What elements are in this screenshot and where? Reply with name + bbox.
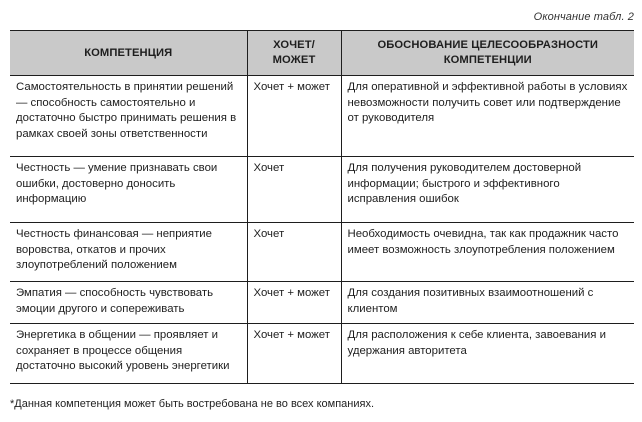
footnote: *Данная компетенция может быть востребована не во всех компаниях. (10, 398, 375, 410)
cell-competence: Энергетика в общении — проявляет и сохраняет в процессе общения достаточно высокий уровень энергетики (10, 324, 247, 384)
header-justification: ОБОСНОВАНИЕ ЦЕЛЕСООБРАЗНОСТИ КОМПЕТЕНЦИИ (341, 31, 634, 76)
cell-wants-can: Хочет + может (247, 282, 341, 324)
table-row (10, 223, 634, 282)
cell-competence: Честность финансовая — неприятие воровства, откатов и прочих злоупотреблений положением (10, 223, 247, 282)
cell-wants-can: Хочет (247, 223, 341, 282)
cell-justification: Для расположения к себе клиента, завоевания и удержания авторитета (341, 324, 634, 384)
table-row (10, 76, 634, 157)
cell-wants-can: Хочет + может (247, 76, 341, 157)
table-row (10, 157, 634, 223)
competence-table (10, 30, 634, 384)
cell-wants-can: Хочет + может (247, 324, 341, 384)
cell-justification: Для создания позитивных взаимоотношений с клиентом (341, 282, 634, 324)
header-competence: КОМПЕТЕНЦИЯ (10, 31, 247, 76)
cell-justification: Для оперативной и эффективной работы в условиях невозможности получить совет или подтверждение от руководителя (341, 76, 634, 157)
header-wants-can: ХОЧЕТ/МОЖЕТ (247, 31, 341, 76)
cell-justification: Необходимость очевидна, так как продажник часто имеет возможность злоупотребления положением (341, 223, 634, 282)
cell-competence: Самостоятельность в принятии решений — способность самостоятельно и достаточно быстро принимать решения в рамках своей зоны ответственности (10, 76, 247, 157)
cell-competence: Честность — умение признавать свои ошибки, достоверно доносить информацию (10, 157, 247, 223)
table-row (10, 324, 634, 384)
table-header-row (10, 31, 634, 76)
cell-justification: Для получения руководителем достоверной информации; быстрого и эффективного исправления ошибок (341, 157, 634, 223)
table-caption: Окончание табл. 2 (533, 11, 634, 23)
cell-competence: Эмпатия — способность чувствовать эмоции другого и сопереживать (10, 282, 247, 324)
cell-wants-can: Хочет (247, 157, 341, 223)
table-row (10, 282, 634, 324)
